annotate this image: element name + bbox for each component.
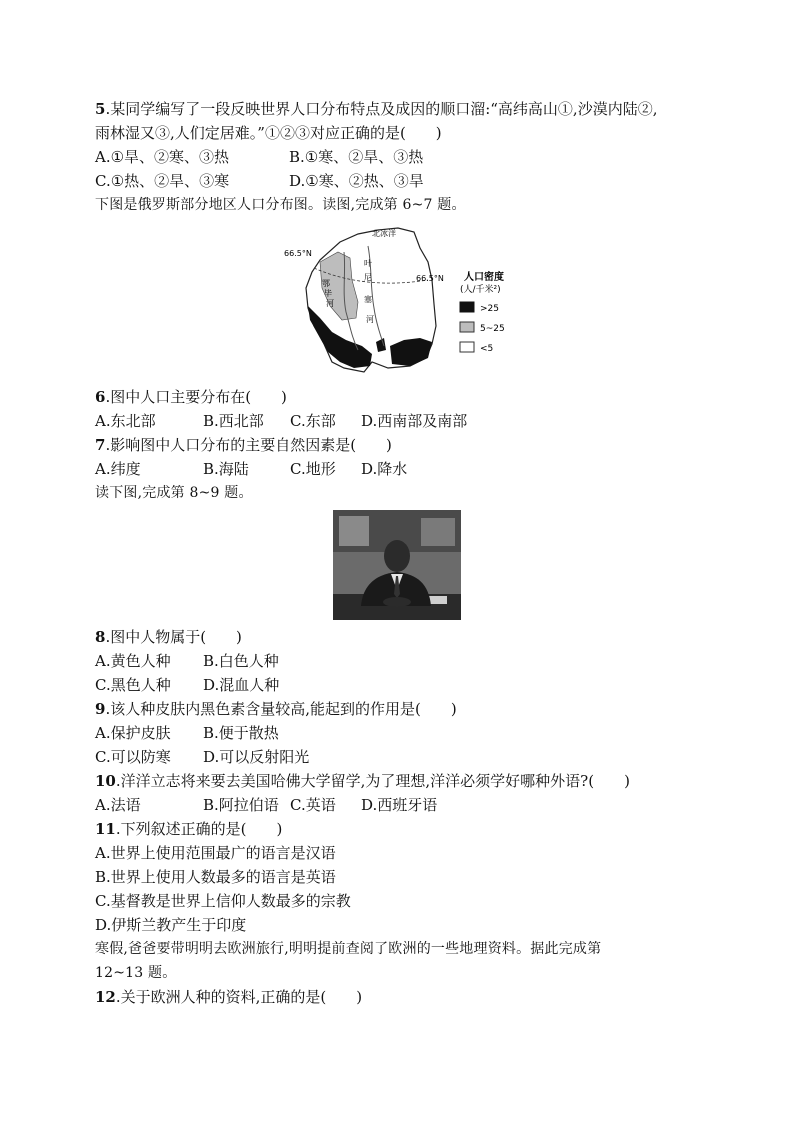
intro-8-9: 读下图,完成第 8~9 题。 bbox=[95, 485, 253, 501]
q7-text: .影响图中人口分布的主要自然因素是( ) bbox=[105, 436, 392, 454]
q11-stem bbox=[95, 819, 282, 839]
legend-swatch-mid bbox=[460, 322, 474, 332]
legend-unit: (人/千米²) bbox=[460, 285, 501, 295]
legend-title: 人口密度 bbox=[464, 272, 504, 283]
q7-option-a: A.纬度 bbox=[95, 460, 141, 478]
q8-text: .图中人物属于( ) bbox=[105, 628, 242, 646]
shelf-highlight bbox=[339, 516, 369, 546]
q9-option-b: B.便于散热 bbox=[203, 724, 279, 742]
q6-option-b: B.西北部 bbox=[203, 412, 264, 430]
hands bbox=[383, 597, 411, 607]
shelf-books bbox=[421, 518, 455, 546]
yenisei-river-char-2: 尼 bbox=[364, 273, 372, 282]
intro-6-7: 下图是俄罗斯部分地区人口分布图。读图,完成第 6~7 题。 bbox=[95, 197, 466, 213]
q5-line1 bbox=[95, 99, 657, 119]
q5-option-d: D.①寒、②热、③旱 bbox=[289, 172, 424, 190]
q8-option-a: A.黄色人种 bbox=[95, 652, 171, 670]
q9-option-d: D.可以反射阳光 bbox=[203, 748, 310, 766]
q7-number: 7 bbox=[95, 436, 106, 454]
q8-stem bbox=[95, 627, 242, 647]
q6-number: 6 bbox=[95, 388, 106, 406]
yenisei-river-char-3: 塞 bbox=[364, 295, 372, 304]
q9-option-a: A.保护皮肤 bbox=[95, 724, 171, 742]
q9-stem bbox=[95, 699, 457, 719]
q11-option-c: C.基督教是世界上信仰人数最多的宗教 bbox=[95, 892, 351, 910]
q5-number: 5 bbox=[95, 100, 106, 118]
q5-option-c: C.①热、②旱、③寒 bbox=[95, 172, 230, 190]
q6-text: .图中人口主要分布在( ) bbox=[105, 388, 287, 406]
q11-option-b: B.世界上使用人数最多的语言是英语 bbox=[95, 868, 336, 886]
q5-option-b: B.①寒、②旱、③热 bbox=[289, 148, 424, 166]
q12-stem bbox=[95, 987, 362, 1007]
person-photo bbox=[333, 510, 461, 620]
q7-stem bbox=[95, 435, 392, 455]
q10-option-a: A.法语 bbox=[95, 796, 141, 814]
yenisei-river-char-4: 河 bbox=[366, 315, 374, 324]
q9-text: .该人种皮肤内黑色素含量较高,能起到的作用是( ) bbox=[105, 700, 457, 718]
q7-option-d: D.降水 bbox=[361, 460, 408, 478]
q5-line2 bbox=[95, 123, 442, 143]
q5-stem-1: .某同学编写了一段反映世界人口分布特点及成因的顺口溜:“高纬高山①,沙漠内陆②, bbox=[105, 100, 658, 118]
q10-option-b: B.阿拉伯语 bbox=[203, 796, 279, 814]
q6-option-d: D.西南部及南部 bbox=[361, 412, 468, 430]
legend-label-high: >25 bbox=[480, 304, 499, 314]
q9-option-c: C.可以防寒 bbox=[95, 748, 171, 766]
q11-option-a: A.世界上使用范围最广的语言是汉语 bbox=[95, 844, 336, 862]
legend-swatch-low bbox=[460, 342, 474, 352]
q10-option-c: C.英语 bbox=[290, 796, 336, 814]
q12-number: 12 bbox=[95, 988, 116, 1006]
head bbox=[384, 540, 410, 572]
q7-option-c: C.地形 bbox=[290, 460, 336, 478]
q10-stem bbox=[95, 771, 630, 791]
q11-number: 11 bbox=[95, 820, 116, 838]
q11-option-d: D.伊斯兰教产生于印度 bbox=[95, 916, 247, 934]
legend-swatch-high bbox=[460, 302, 474, 312]
q7-option-b: B.海陆 bbox=[203, 460, 249, 478]
q12-text: .关于欧洲人种的资料,正确的是( ) bbox=[115, 988, 363, 1006]
yenisei-river-char-1: 叶 bbox=[364, 259, 372, 268]
q8-option-b: B.白色人种 bbox=[203, 652, 279, 670]
q6-option-c: C.东部 bbox=[290, 412, 336, 430]
legend-label-mid: 5~25 bbox=[480, 324, 505, 334]
q8-option-d: D.混血人种 bbox=[203, 676, 280, 694]
q10-option-d: D.西班牙语 bbox=[361, 796, 438, 814]
arctic-ocean-label: 北冰洋 bbox=[372, 229, 396, 238]
q8-option-c: C.黑色人种 bbox=[95, 676, 171, 694]
ob-river-char-2: 毕 bbox=[324, 289, 332, 298]
q10-number: 10 bbox=[95, 772, 116, 790]
legend-label-low: <5 bbox=[480, 344, 494, 354]
q5-option-a: A.①旱、②寒、③热 bbox=[95, 148, 230, 166]
q10-text: .洋洋立志将来要去美国哈佛大学留学,为了理想,洋洋必须学好哪种外语?( ) bbox=[115, 772, 630, 790]
q9-number: 9 bbox=[95, 700, 106, 718]
russia-population-map bbox=[280, 222, 520, 374]
q5-stem-2: 雨林湿又③,人们定居难。”①②③对应正确的是( ) bbox=[95, 124, 442, 142]
q8-number: 8 bbox=[95, 628, 106, 646]
q11-text: .下列叙述正确的是( ) bbox=[115, 820, 283, 838]
intro-12-13-line2: 12~13 题。 bbox=[95, 965, 177, 981]
ob-river-char-3: 河 bbox=[326, 299, 334, 308]
lat-label-left: 66.5°N bbox=[284, 249, 312, 258]
intro-12-13-line1: 寒假,爸爸要带明明去欧洲旅行,明明提前查阅了欧洲的一些地理资料。据此完成第 bbox=[95, 941, 602, 957]
q6-stem bbox=[95, 387, 287, 407]
q6-option-a: A.东北部 bbox=[95, 412, 156, 430]
lat-label-right: 66.5°N bbox=[416, 274, 444, 283]
ob-river-char-1: 鄂 bbox=[322, 279, 330, 288]
